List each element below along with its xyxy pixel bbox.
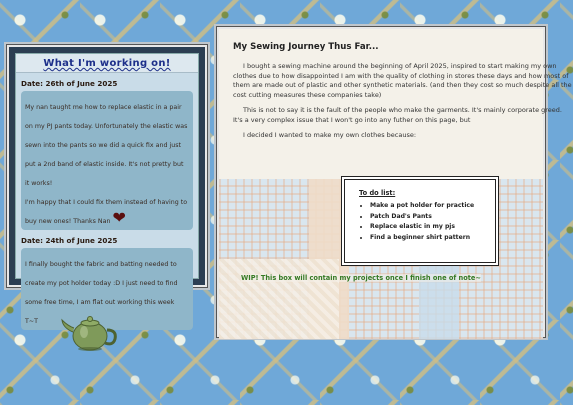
entry-date: Date: 24th of June 2025: [21, 236, 118, 245]
patchwork-background: [219, 259, 339, 339]
entry-body: My nan taught me how to replace elastic in a pair on my PJ pants today. Unfortunately the elastic was sewn into the pants so we did a quick fix and just put a 2nd band of elastic inside. It's not pretty but it works! I'm happy that I could fix them instead of having to buy new ones! Thanks Nan: [25, 104, 188, 225]
journey-paragraph: This is not to say it is the fault of the people who make the garments. It's mainly corporate greed. It's a very complex issue that I won't go into any futher on this page, but: [233, 106, 562, 124]
teapot-icon: [60, 306, 120, 354]
wip-note: WIP! This box will contain my projects once I finish one of note~: [241, 274, 481, 282]
entry-body: I finally bought the fabric and batting needed to create my pot holder today :D I just need to find some free time, I am flat out working this week T~T: [25, 261, 178, 325]
sewing-journey-panel: [216, 26, 572, 338]
journal-entry: [21, 79, 193, 230]
journey-paragraph: I bought a sewing machine around the beginning of April 2025, inspired to start making my own clothes due to how disappointed I am with the quality of clothing in stores these days and how most of them are made out of plastic and other synthetic materials. (and then they cost so much despite all the cost cutting measures these companies take): [233, 62, 572, 99]
journey-title: My Sewing Journey Thus Far...: [233, 42, 379, 52]
todo-item: • Find a beginner shirt pattern: [370, 233, 495, 244]
journey-paragraph: I decided I wanted to make my own clothes because:: [243, 131, 417, 139]
heart-icon: ❤: [112, 208, 126, 227]
todo-item: • Patch Dad's Pants: [370, 212, 495, 223]
todo-title: To do list:: [359, 189, 396, 197]
working-on-panel: [6, 44, 208, 325]
entry-box: [21, 91, 193, 230]
todo-list-box: [344, 179, 496, 263]
working-on-panel-inner[interactable]: [15, 53, 199, 325]
entry-date: Date: 26th of June 2025: [21, 79, 118, 88]
journey-text: [219, 29, 573, 141]
entries-list: [16, 73, 198, 330]
todo-list: [345, 201, 495, 243]
working-on-title: What I'm working on!: [16, 54, 198, 73]
todo-item: • Replace elastic in my pjs: [370, 222, 495, 233]
todo-item: • Make a pot holder for practice: [370, 201, 495, 212]
